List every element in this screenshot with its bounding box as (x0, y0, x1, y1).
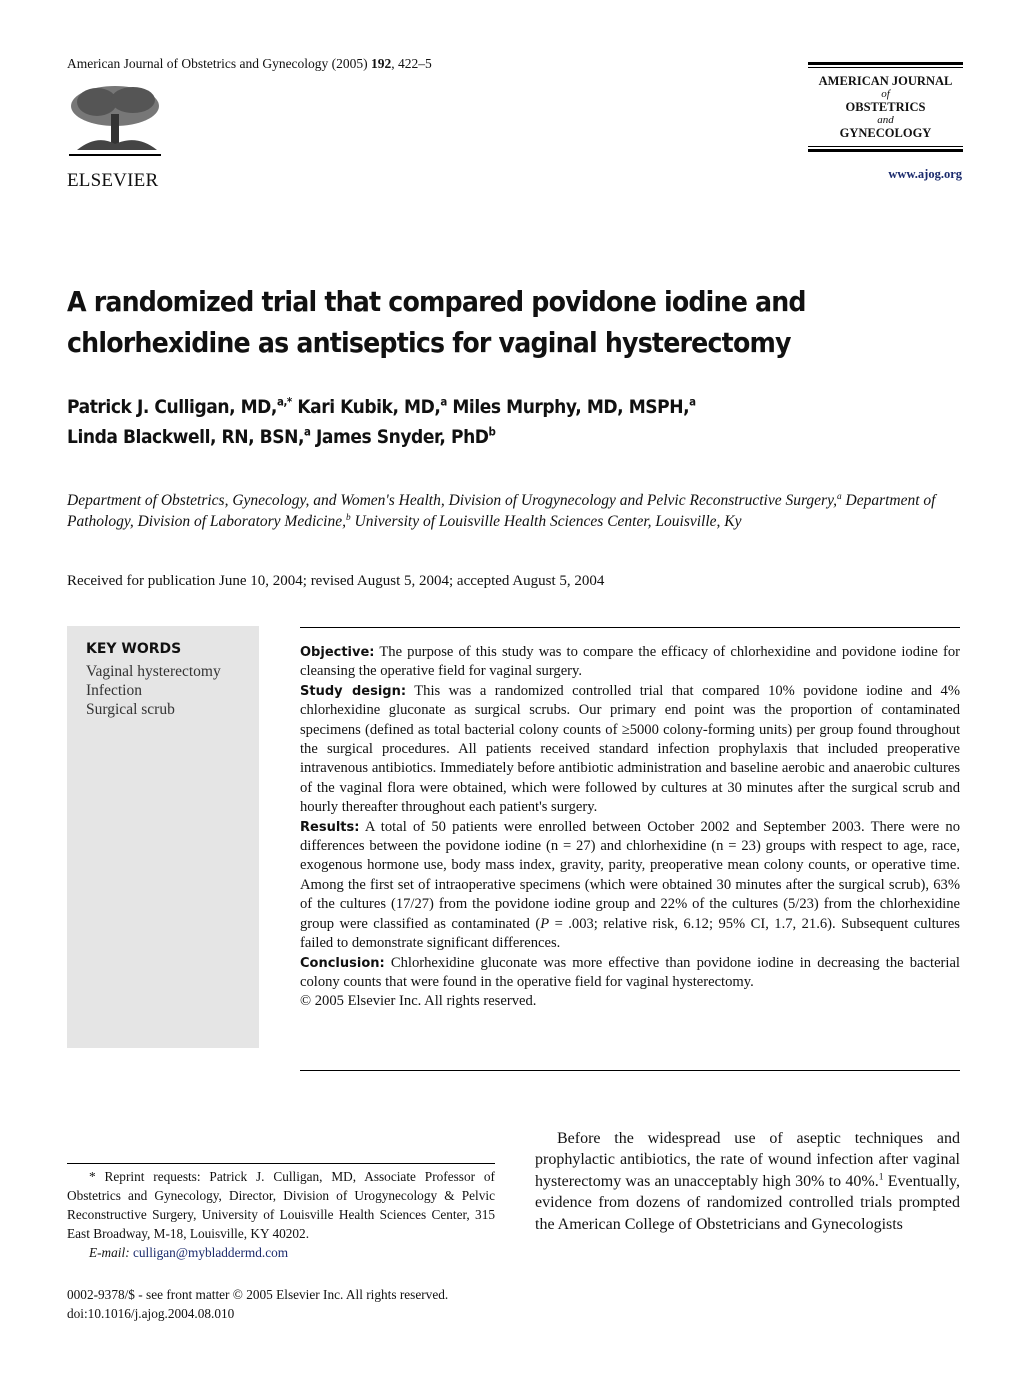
section-label: Objective: (300, 645, 375, 660)
author-name: James Snyder, PhD (315, 426, 489, 448)
logo-line: AMERICAN JOURNAL (818, 74, 953, 88)
section-text: Chlorhexidine gluconate was more effective than povidone iodine in decreasing the bacterial colony counts that were found in the operative field for vaginal hysterectomy. (300, 954, 960, 990)
abstract-results (300, 818, 960, 954)
logo-rule (808, 146, 963, 147)
affiliation-text: Department of Obstetrics, Gynecology, and Women's Health, Division of Urogynecology and Pelvic Reconstructive Surgery, (67, 492, 837, 509)
author-list (67, 392, 696, 452)
abstract-objective (300, 643, 960, 682)
affiliation-mark: b (345, 512, 351, 523)
section-text: A total of 50 patients were enrolled between October 2002 and September 2003. There were no differences between the povidone iodine (n = 27) and chlorhexidine (n = 23) groups with respect to age, race, exogenous hormone use, body mass index, gravity, parity, preoperative mean colony counts, or operative time. Among the first set of intraoperative specimens (which were obtained 30 minutes after the surgical scrub), 63% of the cultures (17/27) from the povidone iodine group and 22% of the cultures (5/23) from the chlorhexidine group were classified as contaminated ( (300, 818, 960, 932)
abstract-conclusion (300, 954, 960, 993)
reprint-requests: * Reprint requests: Patrick J. Culligan, MD, Associate Professor of Obstetrics and Gynecology, Director, Division of Urogynecology & Pelvic Reconstructive Surgery, University of Louisville Health Sciences Center, 315 East Broadway, M-18, Louisville, KY 40202. (67, 1169, 495, 1241)
keyword: Surgical scrub (86, 701, 175, 718)
abstract-divider (300, 1070, 960, 1071)
logo-line: and (877, 114, 894, 126)
issn-line: 0002-9378/$ - see front matter © 2005 Elsevier Inc. All rights reserved. (67, 1287, 449, 1302)
affiliations (67, 490, 947, 532)
footnote (67, 1167, 495, 1262)
p-value-symbol: P (540, 915, 550, 932)
keyword: Vaginal hysterectomy (86, 663, 221, 680)
keyword: Infection (86, 682, 142, 699)
logo-line: OBSTETRICS (845, 100, 926, 114)
section-label: Conclusion: (300, 955, 385, 971)
affiliation-mark: a (836, 491, 842, 502)
section-text: The purpose of this study was to compare the efficacy of chlorhexidine and povidone iodine for cleansing the operative field for vaginal surgery. (300, 644, 960, 680)
paragraph-text: Eventually, evidence from dozens of randomized controlled trials prompted the American College of Obstetricians and Gynecologists (535, 1172, 960, 1233)
author-name: Linda Blackwell, RN, BSN, (67, 426, 305, 448)
email-link[interactable]: culligan@mybladdermd.com (132, 1245, 289, 1260)
author-affiliation-mark: a (440, 394, 447, 409)
email-label: E-mail: (89, 1245, 130, 1260)
body-text (535, 1128, 960, 1235)
publisher-name: ELSEVIER (67, 170, 159, 191)
logo-line: of (881, 88, 890, 100)
author-affiliation-mark: a (304, 424, 311, 439)
email-line (67, 1243, 495, 1262)
doi-line: doi:10.1016/j.ajog.2004.08.010 (67, 1306, 235, 1321)
journal-url-link[interactable]: www.ajog.org (888, 167, 962, 181)
logo-rule (808, 62, 963, 65)
section-label: Results: (300, 819, 360, 835)
journal-logo (808, 62, 963, 152)
abstract (300, 643, 960, 1012)
abstract-copyright: © 2005 Elsevier Inc. All rights reserved. (300, 993, 537, 1010)
abstract-divider (300, 627, 960, 628)
author-name: Miles Murphy, MD, MSPH, (452, 396, 690, 418)
author-name: Kari Kubik, MD, (297, 396, 441, 418)
body-paragraph (535, 1128, 960, 1235)
received-dates: Received for publication June 10, 2004; revised August 5, 2004; accepted August 5, 2004 (67, 573, 605, 589)
logo-rule (808, 67, 963, 68)
article-title: A randomized trial that compared povidone iodine and chlorhexidine as antiseptics for vaginal hysterectomy (67, 286, 806, 359)
paragraph-text: Before the widespread use of aseptic techniques and prophylactic antibiotics, the rate of wound infection after vaginal hysterectomy was an unacceptably high 30% to 40%. (535, 1130, 960, 1190)
section-text: = .003; relative risk, 6.12; 95% CI, 1.7, 21.6). Subsequent cultures failed to demonstrate significant differences. (300, 915, 960, 952)
author-affiliation-mark: a,* (276, 394, 292, 409)
affiliation-text: University of Louisville Health Sciences Center, Louisville, Ky (350, 513, 742, 530)
abstract-study-design (300, 682, 960, 818)
author-name: Patrick J. Culligan, MD, (67, 396, 277, 418)
logo-line: GYNECOLOGY (839, 126, 932, 140)
citation-pages: , 422–5 (391, 56, 432, 71)
journal-citation (67, 56, 432, 72)
footnote-divider (67, 1163, 495, 1164)
reference-link[interactable]: 1 (878, 1171, 884, 1183)
keywords-heading: KEY WORDS (86, 641, 182, 657)
author-affiliation-mark: a (689, 394, 696, 409)
affiliation-text: Department of Pathology, Division of Laboratory Medicine, (67, 492, 936, 530)
citation-text: American Journal of Obstetrics and Gynecology (2005) (67, 56, 372, 71)
section-label: Study design: (300, 683, 407, 699)
front-matter (67, 1285, 448, 1323)
elsevier-tree-logo (67, 84, 163, 158)
author-affiliation-mark: b (488, 424, 496, 439)
citation-volume: 192 (371, 56, 392, 71)
section-text: This was a randomized controlled trial that compared 10% povidone iodine and 4% chlorhexidine gluconate as surgical scrubs. Our primary end point was the proportion of contaminated specimens (defined as total bacterial colony counts of ≥5000 colony-forming units) per group found throughout the surgical procedures. All patients received standard infection prophylaxis that included preoperative intravenous antibiotics. Immediately before antibiotic administration and baseline aerobic and anaerobic cultures of the vaginal flora were obtained, which were followed by cultures at 30 minutes after the surgical scrub and hourly thereafter throughout each patient's surgery. (300, 682, 961, 816)
logo-rule (808, 149, 963, 152)
